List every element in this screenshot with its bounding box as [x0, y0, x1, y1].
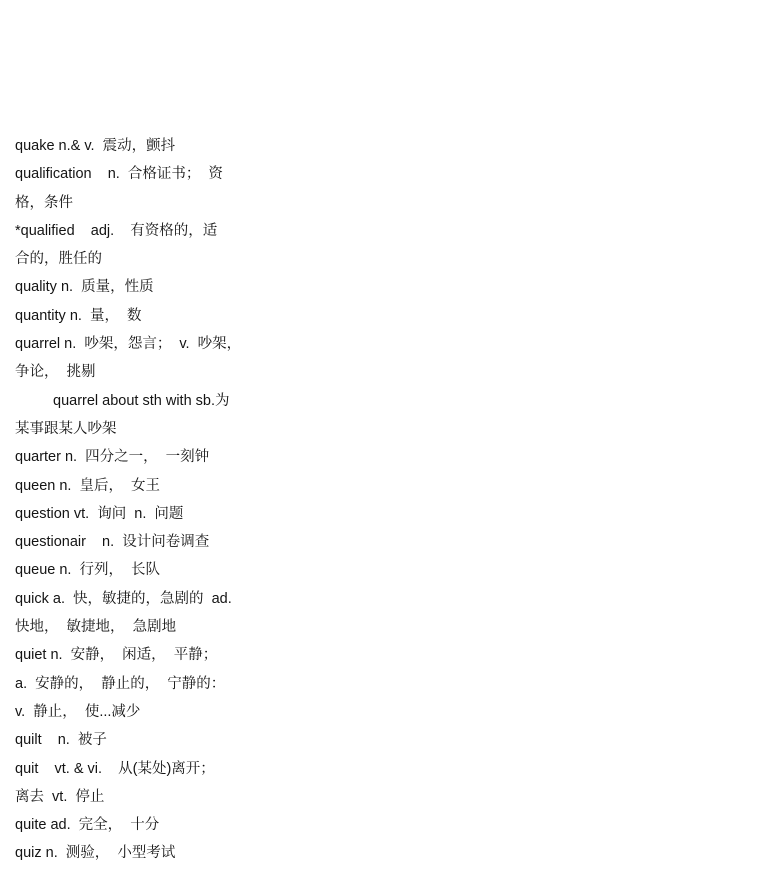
vocab-line: quilt n. 被子 [15, 732, 107, 749]
vocab-line: quantity n. 量， 数 [15, 307, 142, 324]
vocab-line: quite ad. 完全， 十分 [15, 817, 160, 834]
vocab-line: quiz n. 测验， 小型考试 [15, 845, 176, 862]
vocab-line: quick a. 快，敏捷的，急剧的 ad. [15, 590, 232, 607]
vocab-line: quit vt. & vi. 从(某处)离开； [15, 760, 215, 777]
vocab-line: 争论， 挑剔 [15, 364, 96, 381]
vocab-line: questionair n. 设计问卷调查 [15, 534, 210, 551]
vocabulary-list [15, 132, 255, 868]
vocab-line: *qualified adj. 有资格的，适 [15, 222, 218, 239]
vocab-line: 离去 vt. 停止 [15, 788, 105, 805]
vocab-line: quarter n. 四分之一， 一刻钟 [15, 449, 210, 466]
vocab-line: 快地， 敏捷地， 急剧地 [15, 619, 177, 636]
vocab-line: quarrel about sth with sb.为 [53, 392, 230, 409]
vocab-line: 格，条件 [15, 194, 73, 211]
vocab-line: v. 静止， 使...减少 [15, 703, 141, 720]
vocab-line: qualification n. 合格证书； 资 [15, 166, 223, 183]
vocab-line: a. 安静的， 静止的， 宁静的： [15, 675, 226, 692]
vocab-line: 某事跟某人吵架 [15, 420, 117, 437]
vocab-line: quarrel n. 吵架，怨言； v. 吵架， [15, 336, 242, 353]
vocab-line: question vt. 询问 n. 问题 [15, 505, 184, 522]
vocab-line: queue n. 行列， 长队 [15, 562, 161, 579]
vocab-line: queen n. 皇后， 女王 [15, 477, 161, 494]
vocab-line: quiet n. 安静， 闲适， 平静； [15, 647, 218, 664]
vocab-line: quality n. 质量，性质 [15, 279, 154, 296]
vocab-line: quake n.& v. 震动，颤抖 [15, 138, 176, 154]
vocab-line: 合的，胜任的 [15, 251, 102, 268]
